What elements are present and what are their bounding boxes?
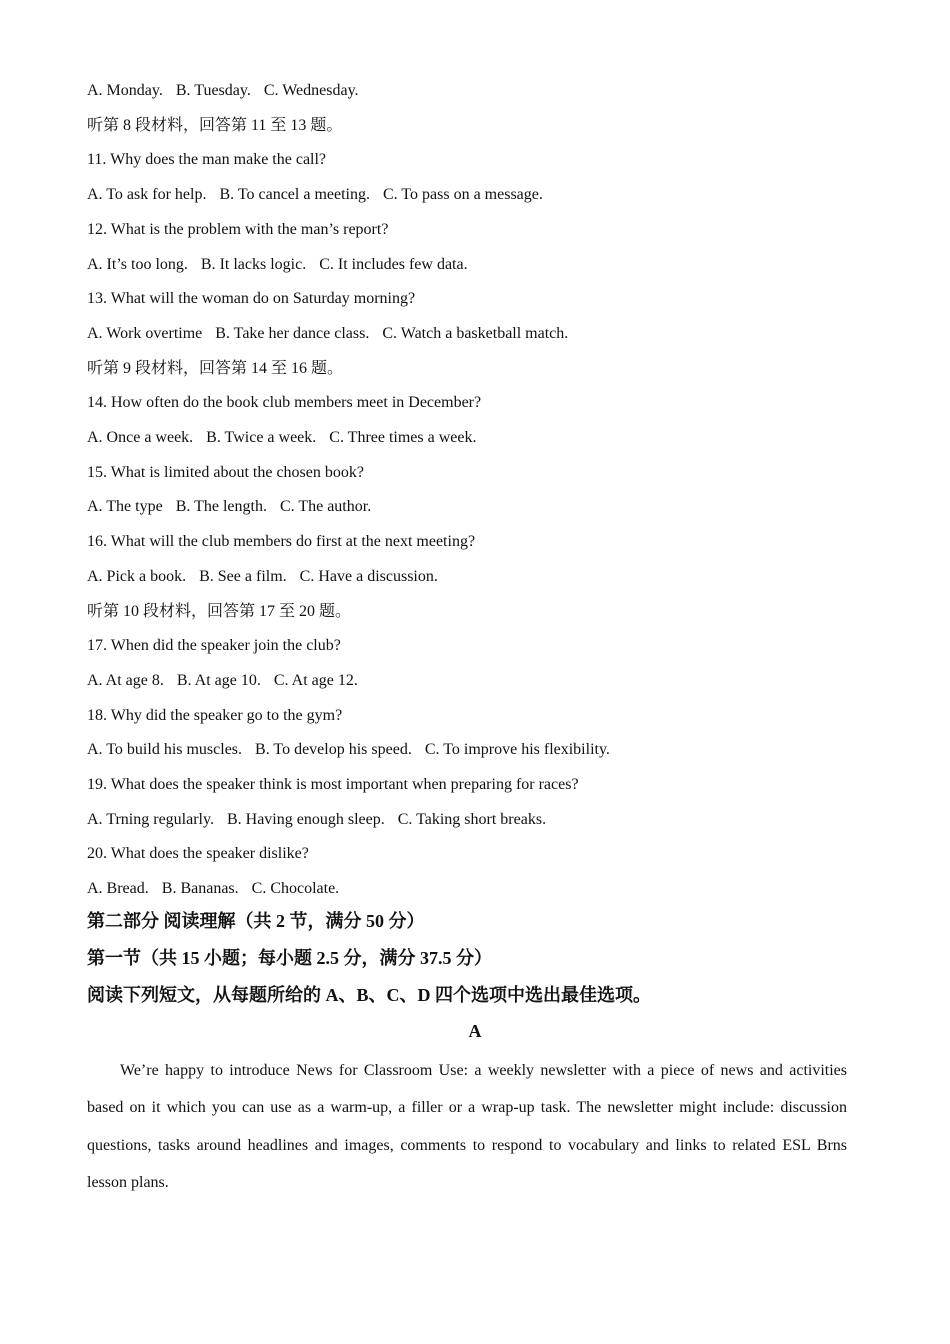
section-instruction: 听第 10 段材料，回答第 17 至 20 题。: [87, 602, 352, 620]
answer-option: B. The length.: [175, 498, 267, 516]
answer-options: [87, 879, 339, 899]
question-text: 13. What will the woman do on Saturday morning?: [87, 290, 416, 308]
reading-instruction: 阅读下列短文，从每题所给的 A、B、C、D 四个选项中选出最佳选项。: [87, 985, 651, 1005]
answer-option: A. Once a week.: [87, 429, 194, 446]
answer-option: A. Trning regularly.: [87, 810, 214, 828]
passage-paragraph: We’re happy to introduce News for Classroom Use: a weekly newsletter with a piece of news and activities based on it which you can use as a warm-up, a filler or a wrap-up task. The newsletter might include: discussion questions, tasks around headlines and images, comments to respond to vocabulary and links to related ESL Brns lesson plans.: [87, 1062, 847, 1191]
answer-option: C. Chocolate.: [251, 880, 340, 898]
answer-options: [87, 671, 358, 691]
section-instruction: 听第 8 段材料，回答第 11 至 13 题。: [87, 116, 343, 134]
answer-options: [87, 324, 568, 344]
answer-option: C. The author.: [279, 498, 372, 516]
question-text: 16. What will the club members do first at the next meeting?: [87, 533, 476, 551]
question-text: 15. What is limited about the chosen book?: [87, 463, 364, 481]
question-text: 19. What does the speaker think is most important when preparing for races?: [87, 776, 579, 793]
answer-option: B. Take her dance class.: [215, 324, 370, 342]
section-instruction: 听第 9 段材料，回答第 14 至 16 题。: [87, 359, 344, 377]
answer-options: [87, 810, 546, 830]
answer-option: A. The type: [87, 498, 163, 516]
answer-option: A. Pick a book.: [87, 567, 187, 585]
question-text: 17. When did the speaker join the club?: [87, 637, 341, 655]
question-text: 12. What is the problem with the man’s report?: [87, 220, 389, 238]
answer-options: [87, 255, 468, 275]
answer-options: [87, 81, 359, 101]
answer-options: [87, 428, 477, 448]
answer-option: A. To build his muscles.: [87, 741, 243, 759]
answer-option: B. At age 10.: [176, 671, 261, 689]
answer-options: [87, 497, 371, 517]
answer-option: B. Bananas.: [161, 880, 239, 898]
answer-option: B. See a film.: [199, 567, 287, 585]
answer-option: A. It’s too long.: [87, 255, 188, 273]
answer-option: C. Three times a week.: [329, 429, 477, 446]
answer-option: C. To pass on a message.: [382, 186, 543, 204]
answer-option: A. Work overtime: [87, 324, 203, 342]
answer-option: A. At age 8.: [87, 671, 164, 689]
question-text: 11. Why does the man make the call?: [87, 151, 327, 169]
question-text: 20. What does the speaker dislike?: [87, 845, 309, 863]
answer-option: B. Having enough sleep.: [226, 810, 385, 828]
answer-option: A. To ask for help.: [87, 186, 207, 204]
answer-option: C. It includes few data.: [319, 255, 468, 273]
answer-option: C. Taking short breaks.: [397, 810, 547, 828]
answer-option: B. To cancel a meeting.: [219, 186, 370, 204]
answer-option: B. To develop his speed.: [255, 741, 412, 759]
answer-option: C. Watch a basketball match.: [382, 324, 569, 342]
answer-option: B. Twice a week.: [206, 429, 317, 446]
part-two-heading: 第二部分 阅读理解（共 2 节，满分 50 分）: [87, 911, 425, 931]
answer-option: B. Tuesday.: [175, 82, 251, 99]
answer-option: B. It lacks logic.: [200, 255, 307, 273]
answer-option: C. Have a discussion.: [299, 567, 438, 585]
answer-options: [87, 567, 438, 587]
answer-option: A. Monday.: [87, 82, 163, 99]
section-one-heading: 第一节（共 15 小题；每小题 2.5 分，满分 37.5 分）: [87, 948, 492, 968]
answer-option: C. Wednesday.: [263, 82, 359, 99]
question-text: 18. Why did the speaker go to the gym?: [87, 706, 343, 724]
question-text: 14. How often do the book club members meet in December?: [87, 394, 482, 412]
answer-options: [87, 185, 543, 205]
answer-options: [87, 740, 610, 760]
answer-option: C. At age 12.: [273, 671, 358, 689]
answer-option: A. Bread.: [87, 880, 149, 898]
answer-option: C. To improve his flexibility.: [424, 741, 610, 759]
passage-label: A: [468, 1021, 482, 1041]
